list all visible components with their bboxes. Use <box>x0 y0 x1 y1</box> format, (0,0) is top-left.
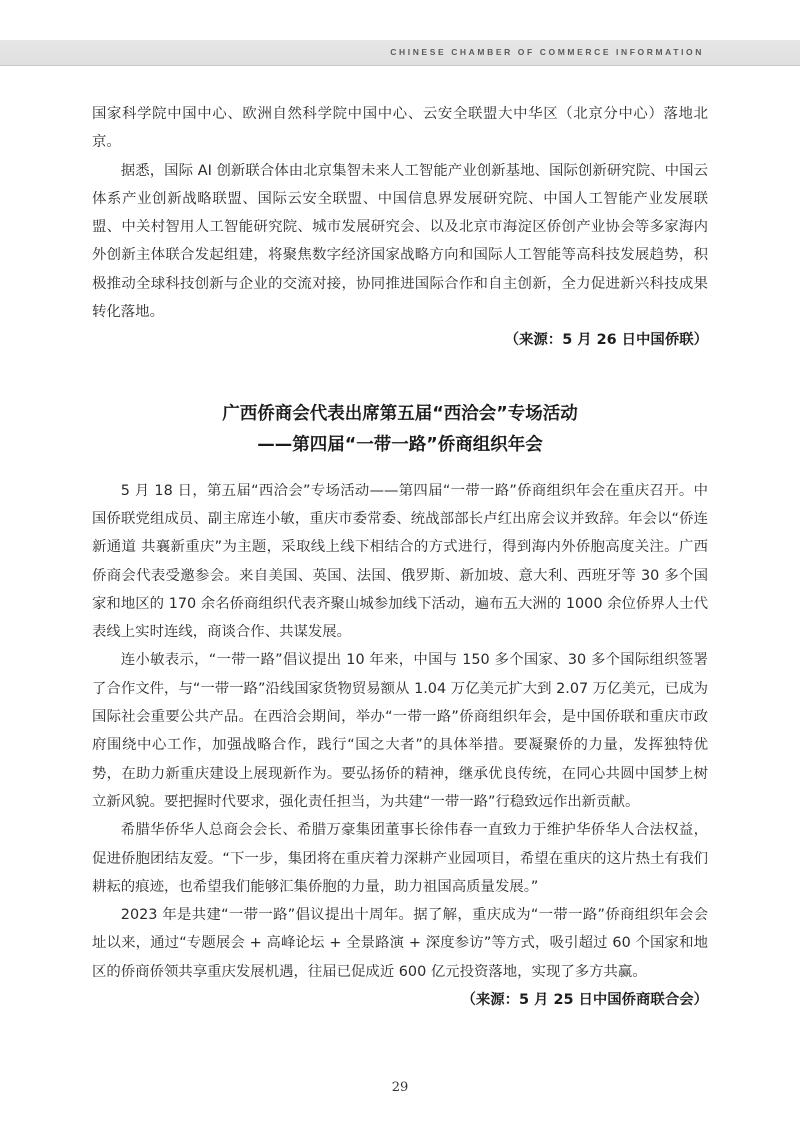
page-number: 29 <box>391 1080 409 1095</box>
page-content <box>92 100 708 1014</box>
paragraph: 国家科学院中国中心、欧洲自然科学院中国中心、云安全联盟大中华区（北京分中心）落地北京。 <box>92 106 708 151</box>
article-title-sub: ——第四届“一带一路”侨商组织年会 <box>257 434 543 455</box>
paragraph: 连小敏表示，“一带一路”倡议提出 10 年来，中国与 150 多个国家、30 多个国际组织签署了合作文件，与“一带一路”沿线国家货物贸易额从 1.04 万亿美元扩大到 2.07 万亿美元，已成为国际社会重要公共产品。在西洽会期间，举办“一带一路”侨商组织年会，是中国侨联和重庆市政府围绕中心工作，加强战略合作，践行“国之大者”的具体举措。要凝聚侨的力量，发挥独特优势，在助力新重庆建设上展现新作为。要弘扬侨的精神，继承优良传统，在同心共圆中国梦上树立新风貌。要把握时代要求，强化责任担当，为共建“一带一路”行稳致远作出新贡献。 <box>92 652 708 810</box>
header-bar <box>0 40 800 66</box>
article-ai-innovation <box>92 100 708 355</box>
source-note: （来源：5 月 25 日中国侨商联合会） <box>461 992 708 1009</box>
article-title-main: 广西侨商会代表出席第五届“西洽会”专场活动 <box>222 403 578 424</box>
paragraph: 据悉，国际 AI 创新联合体由北京集智未来人工智能产业创新基地、国际创新研究院、中国云体系产业创新战略联盟、国际云安全联盟、中国信息界发展研究院、中国人工智能产业发展联盟、中关村智用人工智能研究院、城市发展研究会、以及北京市海淀区侨创产业协会等多家海内外创新主体联合发起组建，将聚焦数字经济国家战略方向和国际人工智能等高科技发展趋势，积极推动全球科技创新与企业的交流对接，协同推进国际合作和自主创新，全力促进新兴科技成果转化落地。 <box>92 162 708 321</box>
paragraph: 希腊华侨华人总商会会长、希腊万豪集团董事长徐伟春一直致力于维护华侨华人合法权益，促进侨胞团结友爱。“下一步，集团将在重庆着力深耕产业园项目，希望在重庆的这片热土有我们耕耘的痕迹，也希望我们能够汇集侨胞的力量，助力祖国高质量发展。” <box>92 822 708 895</box>
running-header: CHINESE CHAMBER OF COMMERCE INFORMATION <box>390 47 704 57</box>
article-guangxi-chamber <box>92 399 708 1015</box>
article-title <box>92 399 708 461</box>
paragraph: 2023 年是共建“一带一路”倡议提出十周年。据了解，重庆成为“一带一路”侨商组织年会会址以来，通过“专题展会 + 高峰论坛 + 全景路演 + 深度参访”等方式，吸引超过 60 个国家和地区的侨商侨领共享重庆发展机遇，往届已促成近 600 亿元投资落地，实现了多方共赢。 <box>92 907 708 980</box>
source-note: （来源：5 月 26 日中国侨联） <box>504 332 708 349</box>
paragraph: 5 月 18 日，第五届“西洽会”专场活动——第四届“一带一路”侨商组织年会在重庆召开。中国侨联党组成员、副主席连小敏，重庆市委常委、统战部部长卢红出席会议并致辞。年会以“侨连新通道 共襄新重庆”为主题，采取线上线下相结合的方式进行，得到海内外侨胞高度关注。广西侨商会代表受邀参会。来自美国、英国、法国、俄罗斯、新加坡、意大利、西班牙等 30 多个国家和地区的 170 余名侨商组织代表齐聚山城参加线下活动，遍布五大洲的 1000 余位侨界人士代表线上实时连线，商谈合作、共谋发展。 <box>92 482 709 641</box>
